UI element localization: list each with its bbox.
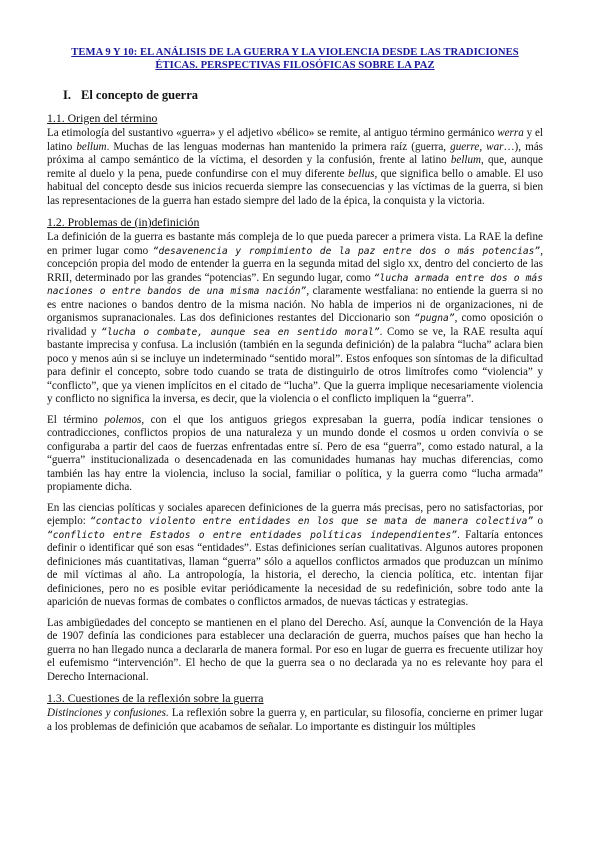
- section-number: I.: [63, 88, 71, 102]
- paragraph-law: Las ambigüedades del concepto se mantienen en el plano del Derecho. Así, aunque la Convención de la Haya de 1907 definía las condiciones para establecer una declaración de guerra, muchos países que han hecho la guerra no han llegado nunca a declararla de manera formal. Por eso en lugar de guerra es frecuente utilizar hoy el eufemismo “intervención”. El hecho de que la guerra sea o no declarada ya no es relevante hoy para el Derecho Internacional.: [47, 616, 543, 683]
- paragraph-polemos: El término polemos, con el que los antiguos griegos expresaban la guerra, podía indicar tensiones o contradicciones, conflictos propios de una naturaleza y un mundo donde el cosmos u orden convivía o se configuraba a partir del caos de fuerzas enfrentadas entre sí. Pero de esa “guerra”, como estado natural, a la “guerra” institucionalizada o desencadenada en las comunidades humanas hay muchas diferencias, como también las hay entre la violencia, incluso la social, familiar o política, y la guerra como “lucha armada” propiamente dicha.: [47, 413, 543, 493]
- subsection-heading-origin: 1.1. Origen del término: [47, 111, 158, 125]
- paragraph-etymology: La etimología del sustantivo «guerra» y el adjetivo «bélico» se remite, al antiguo término germánico werra y el latino bellum. Muchas de las lenguas modernas han mantenido la primera raíz (guerra, guerre, war…), más próxima al campo semántico de la víctima, el desorden y la confusión, frente al latino bellum, que, aunque remite al duelo y la pena, puede confundirse con el muy diferente bellus, que significa bello o amable. El uso habitual del concepto desde sus inicios recuerda siempre las consecuencias y las víctimas de la guerra, si bien las representaciones de la guerra han estado siempre del lado de la épica, la conquista y la victoria.: [47, 127, 543, 207]
- section-title: El concepto de guerra: [81, 88, 198, 102]
- title-line-1: TEMA 9 Y 10: EL ANÁLISIS DE LA GUERRA Y LA VIOLENCIA DESDE LAS TRADICIONES: [71, 47, 519, 58]
- title-line-2: ÉTICAS. PERSPECTIVAS FILOSÓFICAS SOBRE LA PAZ: [155, 60, 435, 71]
- paragraph-distinctions: Distinciones y confusiones. La reflexión sobre la guerra y, en particular, su filosofía, concierne en primer lugar a los problemas de definición que acabamos de señalar. Lo importante es distinguir los múltiples: [47, 707, 543, 733]
- paragraph-social-sciences: En las ciencias políticas y sociales aparecen definiciones de la guerra más precisas, pero no satisfactorias, por ejemplo: “contacto violento entre entidades en los que se mata de manera colectiva” o “conflicto entre Estados o entre entidades políticas independientes”. Faltaría entonces definir o identificar qué son esas “entidades”. Estas definiciones serían cualitativas. Algunos autores proponen definiciones más cuantitativas, llaman “guerra” sólo a aquellos conflictos armados que produzcan un mínimo de mil víctimas al año. La antropología, la historia, el derecho, la ciencia política, etc. intentan fijar definiciones, pero no es posible evitar periódicamente la necesidad de su redefinición, sobre todo ante la aparición de nuevas formas de combates o conflictos armados, de nuevas tácticas y estrategias.: [47, 501, 544, 608]
- subsection-heading-questions: 1.3. Cuestiones de la reflexión sobre la guerra: [47, 691, 264, 705]
- paragraph-rae-definition: La definición de la guerra es bastante más compleja de lo que pueda parecer a primera vista. La RAE la define en primer lugar como “desavenencia y rompimiento de la paz entre dos o más potencias”, concepción propia del modo de entender la guerra en la segunda mitad del siglo xx, dentro del concierto de las RRII, determinado por las grandes “potencias”. En segundo lugar, como “lucha armada entre dos o más naciones o entre bandos de una misma nación”, claramente westfaliana: no entiende la guerra si no es entre naciones o bandos dentro de la misma nación. No habla de imperios ni de organizaciones, ni de organismos supranacionales. Las dos definiciones restantes del Diccionario son “pugna”, como oposición o rivalidad y “lucha o combate, aunque sea en sentido moral”. Como se ve, la RAE resulta aquí bastante imprecisa y confusa. La inclusión (también en la segunda definición) de la palabra “lucha” aclara bien poco y menos aún si se incluye un indeterminado “sentido moral”. Estos enfoques son síntomas de la dificultad para definir el concepto, sobre todo cuando se trata de distinguirlo de otros limítrofes como “violencia” y “conflicto”, que ya vienen implícitos en el citado de “lucha”. Que la guerra implique necesariamente violencia y conflicto no significa la inversa, es decir, que la violencia o el conflicto impliquen la “guerra”.: [47, 231, 543, 405]
- document-title: [47, 46, 543, 72]
- section-heading: [63, 88, 543, 103]
- subsection-heading-definition: 1.2. Problemas de (in)definición: [47, 215, 200, 229]
